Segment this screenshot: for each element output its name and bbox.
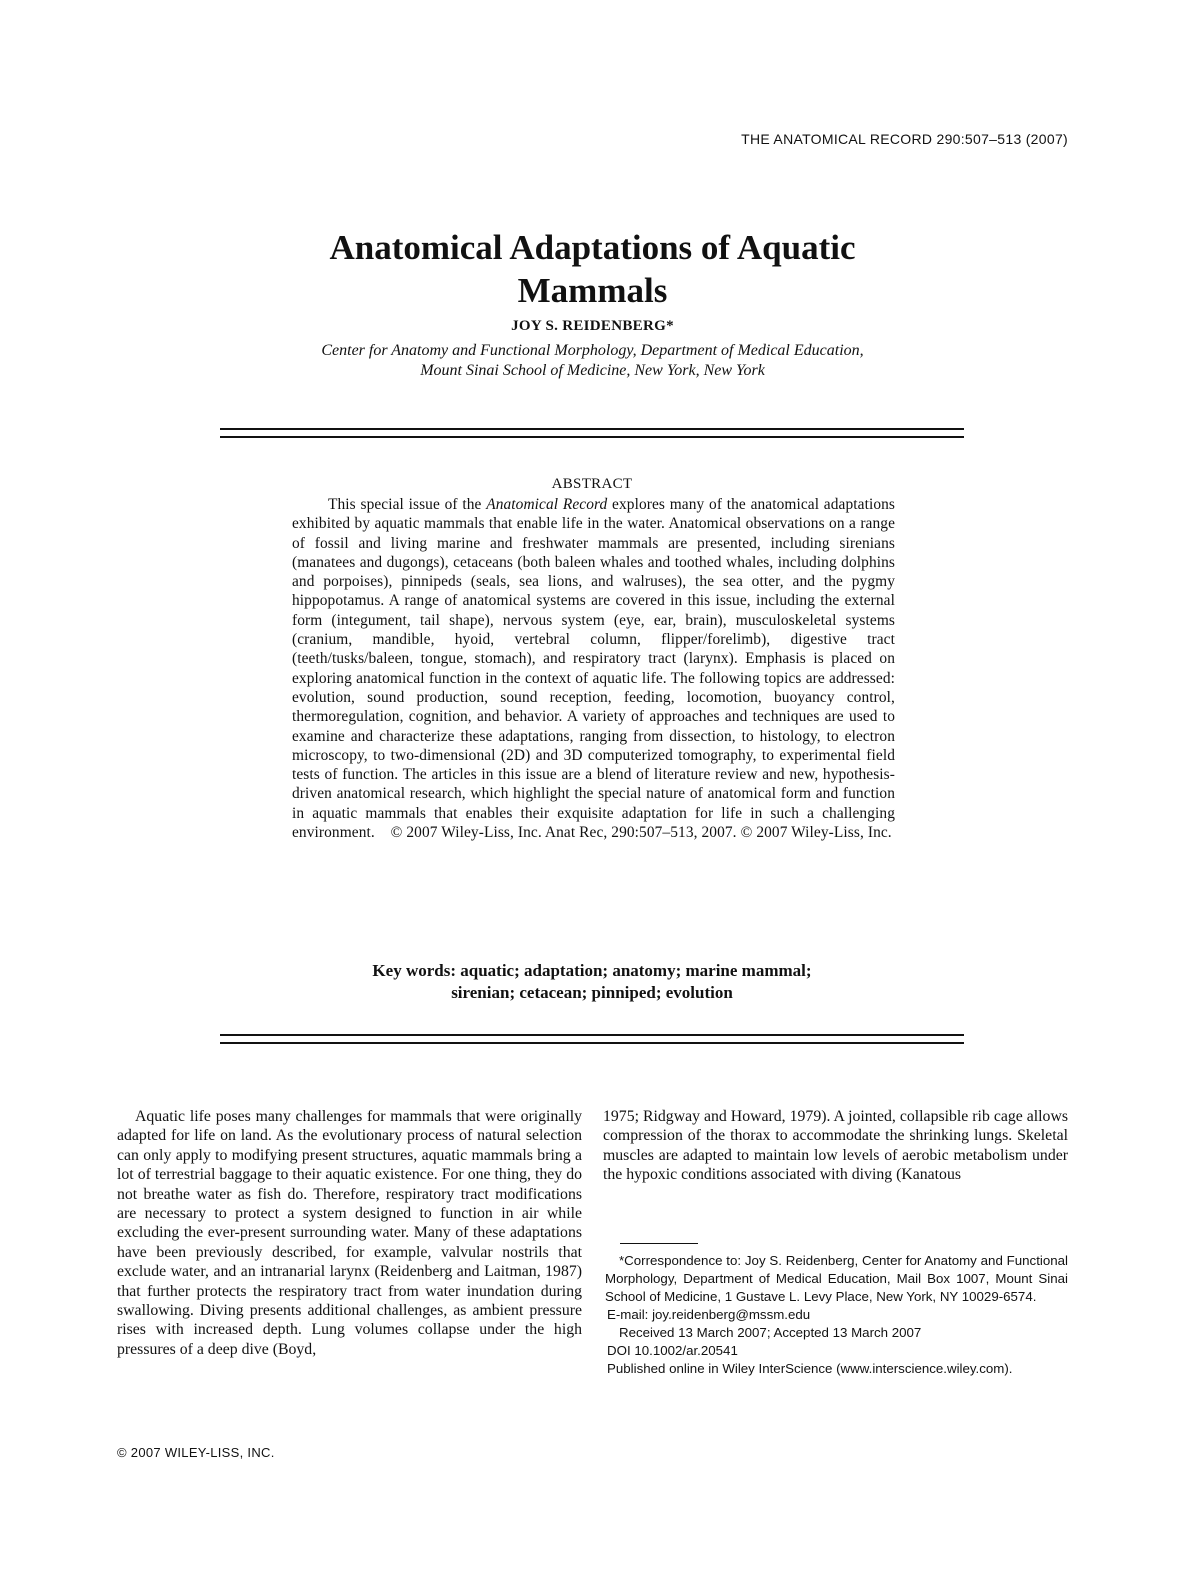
author-name: JOY S. REIDENBERG* bbox=[511, 318, 674, 334]
abstract-text bbox=[292, 495, 895, 842]
affiliation-line-2: Mount Sinai School of Medicine, New York, New York bbox=[420, 362, 765, 379]
affiliation-line-1: Center for Anatomy and Functional Morphology, Department of Medical Education, bbox=[321, 342, 864, 359]
top-double-rule-lower bbox=[220, 436, 964, 438]
keywords-line-1: Key words: aquatic; adaptation; anatomy; marine mammal; bbox=[372, 961, 812, 980]
abstract-citation: © 2007 Wiley-Liss, Inc. Anat Rec, 290:507–513, 2007. © 2007 Wiley-Liss, Inc. bbox=[390, 824, 892, 842]
footnote-received-dates: Received 13 March 2007; Accepted 13 March 2007 bbox=[619, 1325, 922, 1340]
keywords bbox=[230, 960, 954, 1004]
footnote-email[interactable]: E-mail: joy.reidenberg@mssm.edu bbox=[607, 1307, 811, 1322]
footnote-separator bbox=[620, 1243, 698, 1244]
footnote-doi[interactable]: DOI 10.1002/ar.20541 bbox=[607, 1343, 738, 1358]
body-left-column: Aquatic life poses many challenges for mammals that were originally adapted for life on land. As the evolutionary process of natural selection can only apply to modifying present structures, aquatic mammals bring a lot of terrestrial baggage to their aquatic existence. For one thing, they do not breathe water as fish do. Therefore, respiratory tract modifications are necessary to protect a system designed to function in air while excluding the ever-present surrounding water. Many of these adaptations have been previously described, for example, valvular nostrils that exclude water, and an intranarial larynx (Reidenberg and Laitman, 1987) that further protects the respiratory tract from water inundation during swallowing. Diving presents additional challenges, as ambient pressure rises with increased depth. Lung volumes collapse under the high pressures of a deep dive (Boyd, bbox=[117, 1108, 582, 1358]
abstract-text-part-2: explores many of the anatomical adaptations exhibited by aquatic mammals that enable life in the water. Anatomical observations on a range of fossil and living marine and freshwater mammals are presented, including sirenians (manatees and dugongs), cetaceans (both baleen whales and toothed whales, including dolphins and porpoises), pinnipeds (seals, sea lions, and walruses), the sea otter, and the pygmy hippopotamus. A range of anatomical systems are covered in this issue, including the external form (integument, tail shape), nervous system (eye, ear, brain), musculoskeletal systems (cranium, mandible, hyoid, vertebral column, flipper/forelimb), digestive tract (teeth/tusks/baleen, tongue, stomach), and respiratory tract (larynx). Emphasis is placed on exploring anatomical function in the context of aquatic life. The following topics are addressed: evolution, sound production, sound reception, feeding, locomotion, buoyancy control, thermoregulation, cognition, and behavior. A variety of approaches and techniques are used to examine and characterize these adaptations, ranging from dissection, to histology, to electron microscopy, to two-dimensional (2D) and 3D computerized tomography, to experimental field tests of function. The articles in this issue are a blend of literature review and new, hypothesis-driven anatomical research, which highlight the special nature of anatomical form and function in aquatic mammals that enables their exquisite adaptation for life in such a challenging environment. bbox=[292, 496, 895, 842]
top-double-rule-upper bbox=[220, 428, 964, 430]
abstract-heading: ABSTRACT bbox=[551, 476, 633, 492]
abstract-text-part-1: This special issue of the bbox=[328, 496, 487, 513]
author-affiliation bbox=[200, 341, 985, 381]
footnote-correspondence: *Correspondence to: Joy S. Reidenberg, Center for Anatomy and Functional Morphology, Department of Medical Education, Mail Box 1007, Mount Sinai School of Medicine, 1 Gustave L. Levy Place, New York, NY 10029-6574. bbox=[605, 1253, 1068, 1304]
bottom-double-rule-upper bbox=[220, 1034, 964, 1036]
article-title bbox=[200, 226, 985, 312]
correspondence-footnote bbox=[605, 1252, 1068, 1378]
abstract-journal-name: Anatomical Record bbox=[486, 496, 608, 513]
bottom-double-rule-lower bbox=[220, 1042, 964, 1044]
body-right-column: 1975; Ridgway and Howard, 1979). A jointed, collapsible rib cage allows compression of the thorax to accommodate the shrinking lungs. Skeletal muscles are adapted to maintain low levels of aerobic metabolism under the hypoxic conditions associated with diving (Kanatous bbox=[603, 1108, 1068, 1184]
article-title-line-1: Anatomical Adaptations of Aquatic bbox=[329, 228, 856, 267]
footnote-published-online: Published online in Wiley InterScience (www.interscience.wiley.com). bbox=[607, 1361, 1013, 1376]
journal-reference: THE ANATOMICAL RECORD 290:507–513 (2007) bbox=[741, 131, 1068, 147]
article-title-line-2: Mammals bbox=[517, 271, 668, 310]
page-copyright: © 2007 WILEY-LISS, INC. bbox=[117, 1445, 275, 1460]
keywords-line-2: sirenian; cetacean; pinniped; evolution bbox=[451, 983, 733, 1002]
